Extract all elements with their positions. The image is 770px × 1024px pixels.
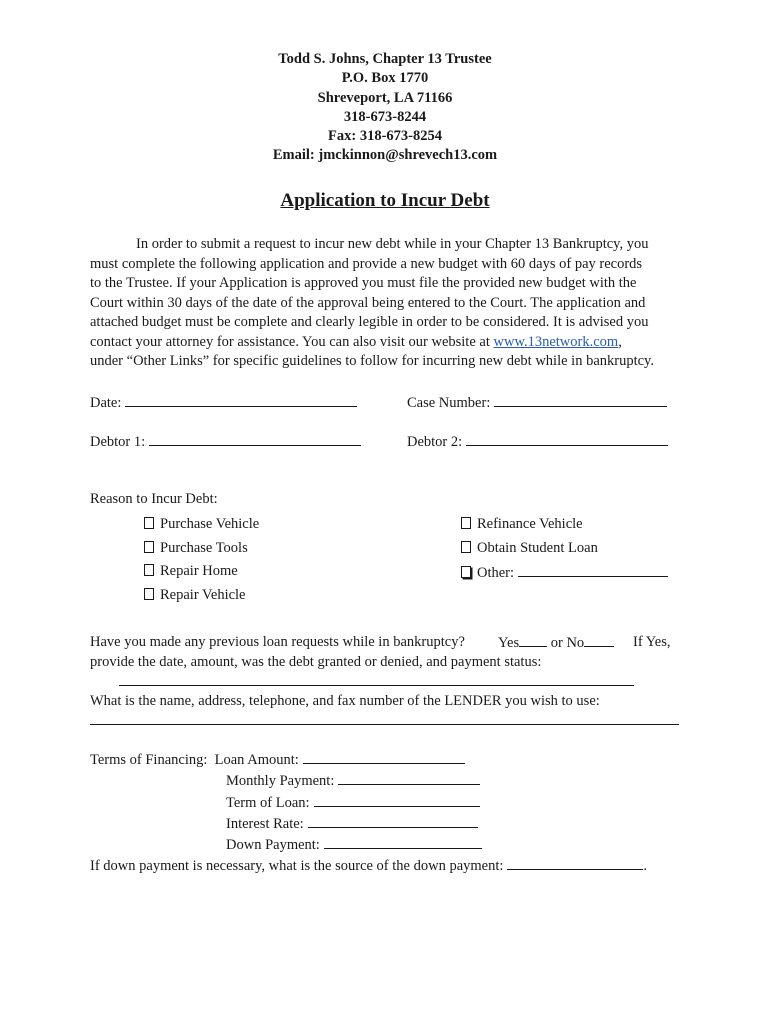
previous-loans-question — [90, 633, 465, 651]
previous-loans-answer-line[interactable] — [119, 685, 634, 686]
case-number-label: Case Number: — [407, 395, 491, 411]
option-label: Refinance Vehicle — [477, 516, 583, 532]
trustee-email: Email: jmckinnon@shrevech13.com — [272, 147, 498, 164]
previous-loans-line2: provide the date, amount, was the debt granted or denied, and payment status: — [90, 654, 542, 670]
previous-loans-text: Have you made any previous loan requests while in bankruptcy? — [90, 634, 465, 650]
trustee-phone: 318-673-8244 — [343, 108, 427, 125]
debtor1-label: Debtor 1: — [90, 434, 146, 450]
down-payment-label: Down Payment: — [226, 837, 320, 853]
loan-amount-input-line[interactable] — [303, 750, 465, 764]
case-number-input-line[interactable] — [494, 393, 667, 407]
instructions-paragraph — [90, 235, 690, 372]
date-input-line[interactable] — [125, 393, 357, 407]
website-link[interactable]: www.13network.com — [493, 333, 619, 350]
checkbox-icon — [144, 588, 154, 600]
down-payment-source-question: If down payment is necessary, what is the source of the down payment: — [90, 858, 504, 874]
monthly-payment-row — [226, 771, 480, 790]
checkbox-icon — [461, 566, 471, 578]
trustee-po-box: P.O. Box 1770 — [341, 70, 429, 87]
option-label: Repair Vehicle — [160, 587, 246, 603]
interest-rate-input-line[interactable] — [308, 814, 478, 828]
checkbox-other[interactable] — [461, 563, 668, 582]
option-label: Repair Home — [160, 563, 238, 579]
term-of-loan-row — [226, 793, 480, 812]
monthly-payment-label: Monthly Payment: — [226, 773, 335, 789]
date-label: Date: — [90, 395, 122, 411]
paragraph-line — [90, 333, 690, 353]
no-label: or No — [550, 635, 585, 651]
paragraph-line: In order to submit a request to incur new debt while in your Chapter 13 Bankruptcy, you — [136, 236, 649, 252]
lender-answer-line[interactable] — [90, 724, 679, 725]
yes-no-field — [498, 633, 614, 652]
loan-amount-row — [90, 750, 465, 769]
checkbox-icon — [461, 517, 471, 529]
reason-label: Reason to Incur Debt: — [90, 491, 218, 507]
paragraph-text: contact your attorney for assistance. You can also visit our website at — [90, 333, 494, 350]
paragraph-line: to the Trustee. If your Application is approved you must file the provided new budget with the — [90, 275, 637, 291]
debtor1-input-line[interactable] — [149, 432, 361, 446]
paragraph-line: must complete the following application and provide a new budget with 60 days of pay records — [90, 255, 643, 272]
debtor2-input-line[interactable] — [466, 432, 668, 446]
option-label: Purchase Vehicle — [160, 516, 260, 532]
monthly-payment-input-line[interactable] — [338, 771, 480, 785]
term-of-loan-input-line[interactable] — [314, 793, 480, 807]
case-number-field — [407, 393, 667, 412]
checkbox-repair-vehicle[interactable] — [144, 586, 246, 604]
date-field — [90, 393, 357, 412]
down-payment-input-line[interactable] — [324, 835, 482, 849]
lender-question: What is the name, address, telephone, and fax number of the LENDER you wish to use: — [90, 693, 600, 709]
other-input-line[interactable] — [518, 563, 668, 577]
debtor2-field — [407, 432, 668, 451]
interest-rate-label: Interest Rate: — [226, 816, 304, 832]
option-label: Obtain Student Loan — [477, 540, 598, 556]
debtor2-label: Debtor 2: — [407, 434, 463, 450]
checkbox-obtain-student-loan[interactable] — [461, 539, 598, 557]
checkbox-icon — [144, 564, 154, 576]
no-input-line[interactable] — [584, 633, 614, 647]
down-payment-source-row — [90, 856, 647, 875]
checkbox-refinance-vehicle[interactable] — [461, 515, 583, 533]
option-label: Purchase Tools — [160, 540, 248, 556]
document-title: Application to Incur Debt — [280, 190, 490, 211]
trustee-name: Todd S. Johns, Chapter 13 Trustee — [278, 51, 492, 67]
trustee-city: Shreveport, LA 71166 — [317, 89, 453, 106]
option-label: Other: — [477, 565, 515, 581]
checkbox-icon — [144, 517, 154, 529]
yes-label: Yes — [498, 635, 520, 651]
trustee-fax: Fax: 318-673-8254 — [328, 128, 442, 145]
trustee-header — [0, 50, 770, 166]
down-payment-row — [226, 835, 482, 854]
loan-amount-label: Loan Amount: — [214, 752, 299, 768]
paragraph-line: attached budget must be complete and clearly legible in order to be considered. It is advised you — [90, 314, 649, 330]
checkbox-icon — [144, 541, 154, 553]
checkbox-repair-home[interactable] — [144, 562, 238, 580]
paragraph-line: under “Other Links” for specific guidelines to follow for incurring new debt while in bankruptcy. — [90, 353, 654, 369]
down-payment-source-input-line[interactable] — [507, 856, 643, 870]
checkbox-icon — [461, 541, 471, 553]
period: . — [643, 858, 648, 874]
checkbox-purchase-tools[interactable] — [144, 539, 248, 557]
checkbox-purchase-vehicle[interactable] — [144, 515, 259, 533]
terms-label: Terms of Financing: — [90, 752, 208, 768]
if-yes-label: If Yes, — [633, 634, 671, 650]
debtor1-field — [90, 432, 361, 451]
term-of-loan-label: Term of Loan: — [226, 795, 310, 811]
paragraph-text: , — [618, 333, 622, 350]
yes-input-line[interactable] — [519, 633, 547, 647]
interest-rate-row — [226, 814, 478, 833]
paragraph-line: Court within 30 days of the date of the approval being entered to the Court. The application and — [90, 294, 646, 311]
